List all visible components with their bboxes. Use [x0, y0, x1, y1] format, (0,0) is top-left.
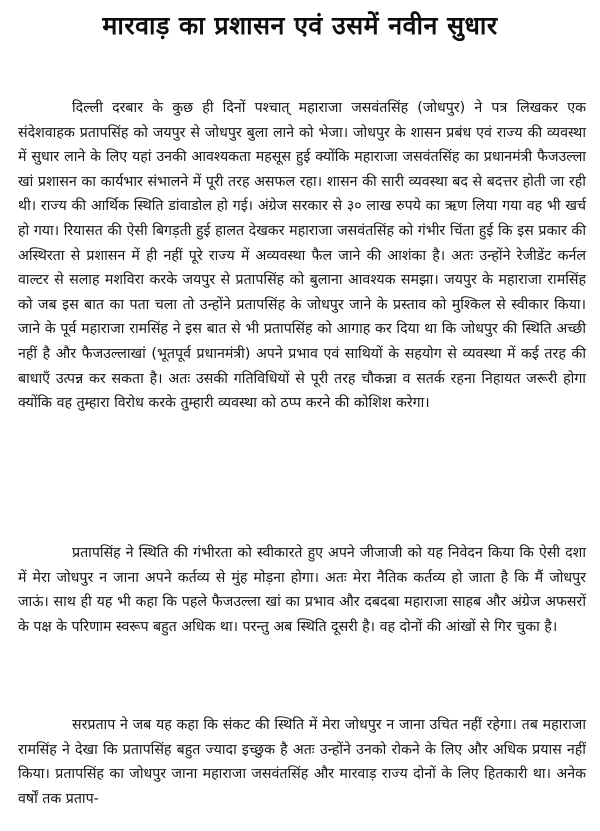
page-title: मारवाड़ का प्रशासन एवं उसमें नवीन सुधार [102, 11, 498, 40]
paragraph-3: सरप्रताप ने जब यह कहा कि संकट की स्थिति में मेरा जोधपुर न जाना उचित नहीं रहेगा। तब महाराजा रामसिंह ने देखा कि प्रतापसिंह बहुत ज्यादा इच्छुक है अतः उन्होंने उनको रोकने के लिए और अधिक प्रयास नहीं किया। प्रतापसिंह का जोधपुर जाना महाराजा जसवंतसिंह और मारवाड़ राज्य दोनों के लिए हितकारी था। अनेक वर्षों तक प्रताप- [18, 717, 586, 807]
paragraph-1: दिल्ली दरबार के कुछ ही दिनों पश्चात् महाराजा जसवंतसिंह (जोधपुर) ने पत्र लिखकर एक संदेशवाहक प्रतापसिंह को जयपुर से जोधपुर बुला लाने को भेजा। जोधपुर के शासन प्रबंध एवं राज्य की व्यवस्था में सुधार लाने के लिए यहां उनकी आवश्यकता महसूस हुई क्योंकि महाराजा जसवंतसिंह का प्रधानमंत्री फैजउल्ला खां प्रशासन का कार्यभार संभालने में पूरी तरह असफल रहा। शासन की सारी व्यवस्था बद से बदत्तर होती जा रही थी। राज्य की आर्थिक स्थिति डांवाडोल हो गई। अंग्रेज सरकार से ३० लाख रुपये का ऋण लिया गया वह भी खर्च हो गया। रियासत की ऐसी बिगड़ती हुई हालत देखकर महाराजा जसवंतसिंह को गंभीर चिंता हुई कि इस प्रकार की अस्थिरता से प्रशासन में ही नहीं पूरे राज्य में अव्यवस्था फैल जाने की आशंका है। अतः उन्होंने रेजीडेंट कर्नल वाल्टर से सलाह मशविरा करके जयपुर से प्रतापसिंह को बुलाना आवश्यक समझा। जयपुर के महाराजा रामसिंह को जब इस बात का पता चला तो उन्होंने प्रतापसिंह के जोधपुर जाने के प्रस्ताव को मुश्किल से स्वीकार किया। जाने के पूर्व महाराजा रामसिंह ने इस बात से भी प्रतापसिंह को आगाह कर दिया था कि जोधपुर की स्थिति अच्छी नहीं है और फैजउल्लाखां (भूतपूर्व प्रधानमंत्री) अपने प्रभाव एवं साथियों के सहयोग से व्यवस्था में कई तरह की बाधाएँ उत्पन्न कर सकता है। अतः उसकी गतिविधियों से पूरी तरह चौकन्ना व सतर्क रहना निहायत जरूरी होगा क्योंकि वह तुम्हारा विरोध करके तुम्हारी व्यवस्था को ठप्प करने की कोशिश करेगा। [18, 100, 586, 412]
paragraph-2: प्रतापसिंह ने स्थिति की गंभीरता को स्वीकारते हुए अपने जीजाजी को यह निवेदन किया कि ऐसी दशा में मेरा जोधपुर न जाना अपने कर्तव्य से मुंह मोड़ना होगा। अतः मेरा नैतिक कर्तव्य हो जाता है कि मैं जोधपुर जाऊं। साथ ही यह भी कहा कि पहले फैजउल्ला खां का प्रभाव और दबदबा महाराजा साहब और अंग्रेज अफसरों के पक्ष के परिणाम स्वरूप बहुत अधिक था। परन्तु अब स्थिति दूसरी है। वह दोनों की आंखों से गिर चुका है। [18, 545, 586, 635]
